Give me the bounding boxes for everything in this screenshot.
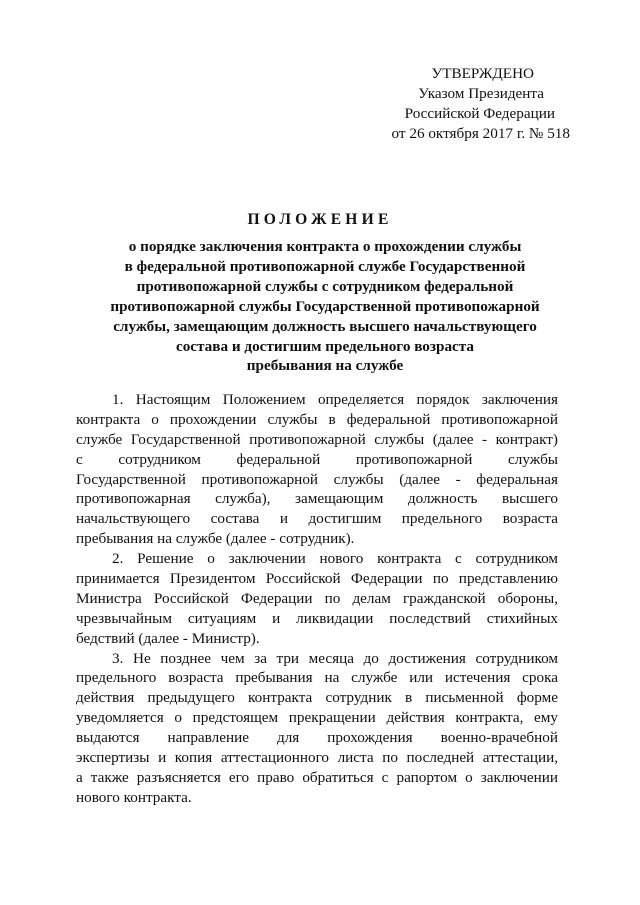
text-line: с сотрудником федеральной противопожарной службы — [76, 450, 558, 468]
subtitle-line: противопожарной службы с сотрудником федеральной — [136, 277, 514, 295]
approval-stamp — [360, 64, 570, 144]
subtitle-line: противопожарной службы Государственной противопожарной — [110, 297, 540, 315]
text-line: службе Государственной противопожарной службы (далее - контракт) — [76, 430, 558, 448]
document-title: ПОЛОЖЕНИЕ — [247, 211, 393, 228]
subtitle-line: службы, замещающим должность высшего начальствующего — [113, 317, 537, 335]
document-subtitle — [70, 237, 580, 376]
text-line: а также разъясняется его право обратиться с рапортом о заключении — [76, 768, 558, 786]
decree-label: Указом Президента — [418, 85, 544, 102]
text-line: Государственной противопожарной службы (далее - федеральная — [76, 470, 558, 488]
text-line: бедствий (далее - Министр). — [76, 629, 260, 647]
subtitle-line: в федеральной противопожарной службе Государственной — [124, 257, 526, 275]
text-line: 3. Не позднее чем за три месяца до достижения сотрудником — [112, 649, 558, 667]
paragraph-1 — [76, 390, 558, 549]
subtitle-line: пребывания на службе — [246, 357, 404, 375]
text-line: уведомляется о предстоящем прекращении действия контракта, ему — [76, 709, 558, 727]
text-line: выдаются направление для прохождения военно-врачебной — [76, 729, 558, 747]
text-line: 2. Решение о заключении нового контракта с сотрудником — [112, 550, 558, 568]
federation-label: Российской Федерации — [404, 105, 555, 122]
paragraph-3 — [76, 649, 558, 808]
text-line: принимается Президентом Российской Федерации по представлению — [76, 570, 558, 588]
text-line: Министра Российской Федерации по делам гражданской обороны, — [76, 589, 558, 607]
subtitle-line: о порядке заключения контракта о прохождении службы — [128, 238, 522, 255]
subtitle-line: состава и достигшим предельного возраста — [175, 337, 475, 355]
text-line: 1. Настоящим Положением определяется порядок заключения — [112, 391, 558, 408]
text-line: начальствующего состава и достигшим предельного возраста — [76, 510, 558, 528]
document-body — [76, 390, 558, 808]
text-line: противопожарная служба), замещающим должность высшего — [76, 490, 558, 508]
text-line: контракта о прохождении службы в федеральной противопожарной — [76, 410, 558, 428]
text-line: нового контракта. — [76, 788, 192, 806]
text-line: пребывания на службе (далее - сотрудник). — [76, 530, 355, 548]
text-line: предельного возраста пребывания на службе или истечения срока — [76, 669, 558, 687]
text-line: чрезвычайным ситуациям и ликвидации последствий стихийных — [76, 609, 558, 627]
decree-date: от 26 октября 2017 г. № 518 — [391, 125, 570, 142]
text-line: экспертизы и копия аттестационного листа по последней аттестации, — [76, 749, 558, 767]
text-line: действия предыдущего контракта сотрудник в письменной форме — [76, 689, 558, 707]
approved-label: УТВЕРЖДЕНО — [431, 65, 534, 82]
paragraph-2 — [76, 549, 558, 648]
